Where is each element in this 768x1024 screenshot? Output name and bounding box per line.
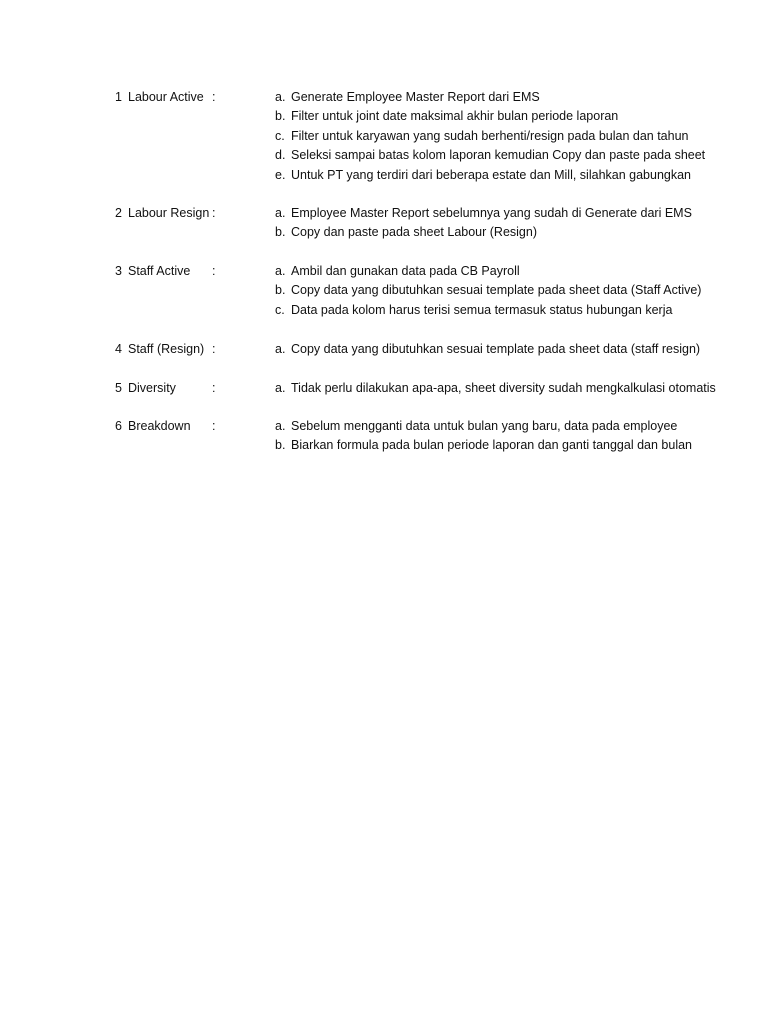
item-letter: a. [275, 419, 286, 433]
instruction-item [275, 204, 692, 223]
instruction-item [275, 146, 706, 165]
instruction-list [275, 204, 692, 243]
item-text: Filter untuk joint date maksimal akhir bulan periode laporan [291, 109, 619, 124]
item-text: Filter untuk karyawan yang sudah berhenti/resign pada bulan dan tahun [291, 128, 689, 143]
item-text: Untuk PT yang terdiri dari beberapa estate dan Mill, silahkan gabungkan [291, 167, 692, 182]
section-colon: : [212, 381, 216, 395]
item-letter: a. [275, 90, 286, 104]
instruction-item [275, 107, 663, 126]
section-colon: : [212, 419, 216, 433]
instruction-item [275, 166, 692, 185]
section-number: 1 [115, 90, 122, 104]
instruction-list [275, 340, 701, 359]
section-colon: : [212, 264, 216, 278]
section-colon: : [212, 90, 216, 104]
item-letter: c. [275, 128, 285, 143]
section-colon: : [212, 206, 216, 220]
section-number: 6 [115, 419, 122, 433]
item-text: Employee Master Report sebelumnya yang sudah di Generate dari EMS [291, 206, 692, 220]
item-text: Copy dan paste pada sheet Labour (Resign) [291, 225, 537, 240]
section-label: Labour Resign [128, 206, 210, 220]
item-text: Tidak perlu dilakukan apa-apa, sheet diversity sudah mengkalkulasi otomatis [291, 381, 716, 395]
item-letter: b. [275, 109, 286, 124]
item-letter: e. [275, 167, 286, 182]
section-label: Diversity [128, 381, 176, 395]
item-text: Generate Employee Master Report dari EMS [291, 90, 540, 104]
item-text: Seleksi sampai batas kolom laporan kemudian Copy dan paste pada sheet [291, 148, 706, 163]
section-colon: : [212, 342, 216, 356]
section-number: 4 [115, 342, 122, 356]
item-letter: d. [275, 148, 286, 163]
item-letter: b. [275, 438, 286, 453]
section-number: 3 [115, 264, 122, 278]
instruction-item [275, 262, 663, 281]
instruction-list [275, 417, 692, 456]
instruction-item [275, 223, 663, 242]
item-letter: a. [275, 342, 286, 356]
instruction-list [275, 379, 716, 398]
item-letter: a. [275, 264, 286, 278]
section-label: Breakdown [128, 419, 191, 433]
instruction-item [275, 436, 692, 455]
instruction-item [275, 340, 701, 359]
item-text: Copy data yang dibutuhkan sesuai template pada sheet data (staff resign) [291, 342, 701, 356]
item-letter: a. [275, 381, 286, 395]
instruction-item [275, 379, 716, 398]
instruction-item [275, 127, 689, 146]
item-text: Data pada kolom harus terisi semua termasuk status hubungan kerja [291, 302, 673, 317]
item-letter: b. [275, 283, 286, 298]
item-text: Ambil dan gunakan data pada CB Payroll [291, 264, 520, 278]
section-label: Labour Active [128, 90, 204, 104]
instruction-list [275, 88, 706, 185]
instruction-list [275, 262, 702, 320]
section-label: Staff (Resign) [128, 342, 205, 356]
item-letter: b. [275, 225, 286, 240]
item-text: Biarkan formula pada bulan periode laporan dan ganti tanggal dan bulan [291, 438, 692, 453]
item-text: Copy data yang dibutuhkan sesuai template pada sheet data (Staff Active) [291, 283, 702, 298]
item-text: Sebelum mengganti data untuk bulan yang baru, data pada employee [291, 419, 678, 433]
section-label: Staff Active [128, 264, 191, 278]
section-number: 5 [115, 381, 122, 395]
item-letter: c. [275, 302, 285, 317]
instruction-item [275, 88, 663, 107]
instruction-item [275, 301, 673, 320]
section-number: 2 [115, 206, 122, 220]
instruction-item [275, 417, 678, 436]
item-letter: a. [275, 206, 286, 220]
instruction-item [275, 281, 702, 300]
